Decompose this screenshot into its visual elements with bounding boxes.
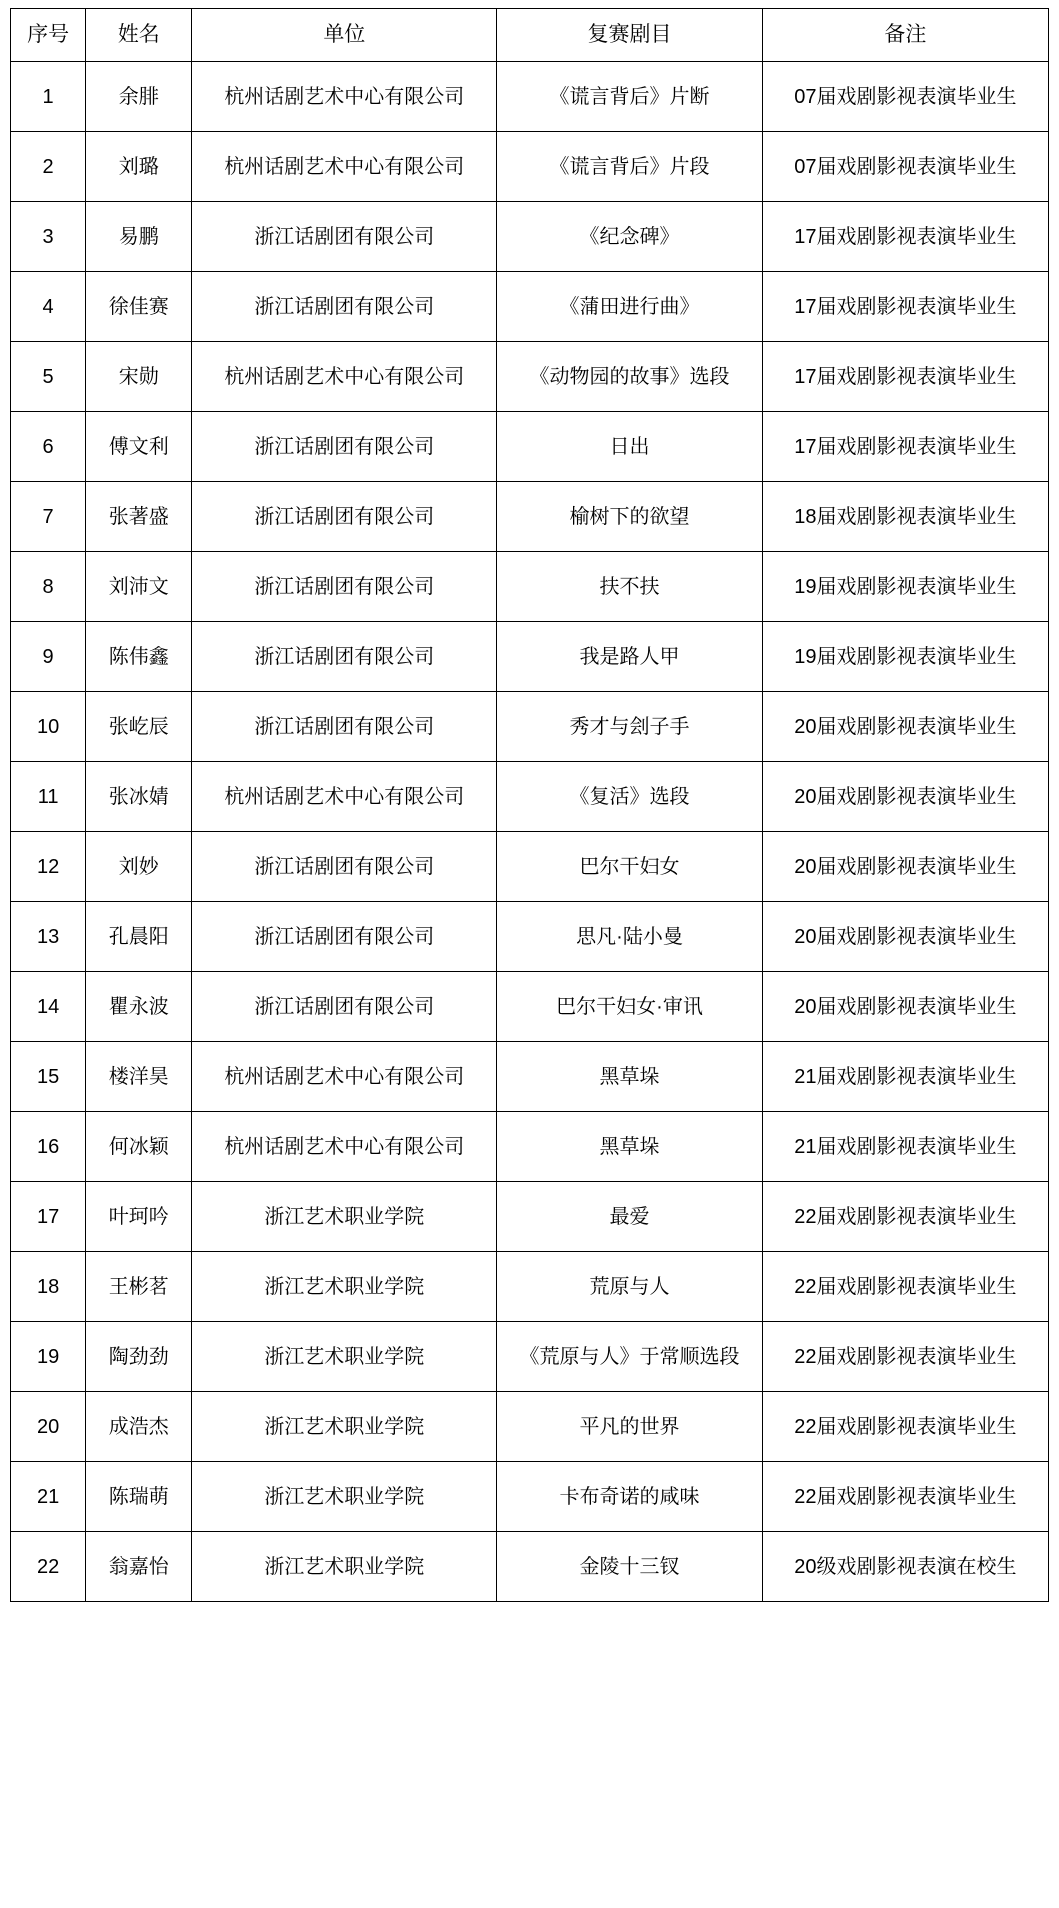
table-row	[11, 342, 1049, 412]
cell-name: 孔晨阳	[86, 902, 192, 972]
cell-name: 刘璐	[86, 132, 192, 202]
table-row	[11, 622, 1049, 692]
cell-unit: 浙江话剧团有限公司	[192, 692, 497, 762]
column-header-unit: 单位	[192, 9, 497, 62]
cell-idx: 15	[11, 1042, 86, 1112]
table-row	[11, 692, 1049, 762]
cell-play: 最爱	[497, 1182, 762, 1252]
cell-play: 《蒲田进行曲》	[497, 272, 762, 342]
cell-idx: 22	[11, 1532, 86, 1602]
cell-name: 瞿永波	[86, 972, 192, 1042]
table-row	[11, 1392, 1049, 1462]
cell-note: 17届戏剧影视表演毕业生	[762, 342, 1048, 412]
table-row	[11, 552, 1049, 622]
cell-unit: 杭州话剧艺术中心有限公司	[192, 132, 497, 202]
cell-note: 21届戏剧影视表演毕业生	[762, 1112, 1048, 1182]
cell-unit: 浙江话剧团有限公司	[192, 972, 497, 1042]
cell-note: 07届戏剧影视表演毕业生	[762, 132, 1048, 202]
table-row	[11, 762, 1049, 832]
cell-note: 21届戏剧影视表演毕业生	[762, 1042, 1048, 1112]
column-header-play: 复赛剧目	[497, 9, 762, 62]
cell-play: 《谎言背后》片断	[497, 62, 762, 132]
table-row	[11, 62, 1049, 132]
cell-name: 成浩杰	[86, 1392, 192, 1462]
cell-name: 陶劲劲	[86, 1322, 192, 1392]
cell-name: 易鹏	[86, 202, 192, 272]
cell-unit: 浙江话剧团有限公司	[192, 202, 497, 272]
cell-note: 22届戏剧影视表演毕业生	[762, 1322, 1048, 1392]
cell-note: 17届戏剧影视表演毕业生	[762, 412, 1048, 482]
cell-play: 《纪念碑》	[497, 202, 762, 272]
cell-play: 金陵十三钗	[497, 1532, 762, 1602]
cell-idx: 10	[11, 692, 86, 762]
cell-name: 余腓	[86, 62, 192, 132]
table-row	[11, 1112, 1049, 1182]
cell-note: 18届戏剧影视表演毕业生	[762, 482, 1048, 552]
table-body	[11, 62, 1049, 1602]
cell-idx: 16	[11, 1112, 86, 1182]
table-header	[11, 9, 1049, 62]
cell-name: 傅文利	[86, 412, 192, 482]
cell-unit: 浙江艺术职业学院	[192, 1392, 497, 1462]
cell-unit: 浙江艺术职业学院	[192, 1462, 497, 1532]
cell-idx: 3	[11, 202, 86, 272]
cell-play: 《动物园的故事》选段	[497, 342, 762, 412]
cell-name: 陈伟鑫	[86, 622, 192, 692]
cell-note: 19届戏剧影视表演毕业生	[762, 622, 1048, 692]
cell-name: 宋勋	[86, 342, 192, 412]
cell-play: 日出	[497, 412, 762, 482]
cell-idx: 18	[11, 1252, 86, 1322]
cell-idx: 19	[11, 1322, 86, 1392]
cell-play: 黑草垛	[497, 1042, 762, 1112]
cell-name: 陈瑞萌	[86, 1462, 192, 1532]
table-row	[11, 1322, 1049, 1392]
cell-play: 扶不扶	[497, 552, 762, 622]
cell-name: 刘妙	[86, 832, 192, 902]
cell-idx: 20	[11, 1392, 86, 1462]
cell-play: 巴尔干妇女	[497, 832, 762, 902]
cell-note: 07届戏剧影视表演毕业生	[762, 62, 1048, 132]
cell-unit: 浙江话剧团有限公司	[192, 272, 497, 342]
table-row	[11, 412, 1049, 482]
cell-unit: 浙江话剧团有限公司	[192, 902, 497, 972]
cell-play: 榆树下的欲望	[497, 482, 762, 552]
table-row	[11, 132, 1049, 202]
table-row	[11, 1532, 1049, 1602]
cell-unit: 杭州话剧艺术中心有限公司	[192, 1112, 497, 1182]
cell-play: 黑草垛	[497, 1112, 762, 1182]
cell-unit: 浙江艺术职业学院	[192, 1322, 497, 1392]
cell-idx: 5	[11, 342, 86, 412]
column-header-note: 备注	[762, 9, 1048, 62]
column-header-name: 姓名	[86, 9, 192, 62]
cell-note: 22届戏剧影视表演毕业生	[762, 1462, 1048, 1532]
cell-note: 20届戏剧影视表演毕业生	[762, 972, 1048, 1042]
cell-note: 20届戏剧影视表演毕业生	[762, 902, 1048, 972]
cell-unit: 杭州话剧艺术中心有限公司	[192, 762, 497, 832]
roster-table	[10, 8, 1049, 1602]
cell-idx: 1	[11, 62, 86, 132]
cell-play: 《谎言背后》片段	[497, 132, 762, 202]
cell-unit: 浙江话剧团有限公司	[192, 412, 497, 482]
cell-unit: 浙江话剧团有限公司	[192, 832, 497, 902]
table-row	[11, 1042, 1049, 1112]
cell-idx: 21	[11, 1462, 86, 1532]
cell-idx: 2	[11, 132, 86, 202]
cell-name: 张屹辰	[86, 692, 192, 762]
cell-name: 何冰颖	[86, 1112, 192, 1182]
cell-name: 王彬茗	[86, 1252, 192, 1322]
column-header-index: 序号	[11, 9, 86, 62]
cell-play: 秀才与刽子手	[497, 692, 762, 762]
cell-note: 19届戏剧影视表演毕业生	[762, 552, 1048, 622]
table-header-row	[11, 9, 1049, 62]
table-row	[11, 482, 1049, 552]
cell-unit: 杭州话剧艺术中心有限公司	[192, 342, 497, 412]
cell-idx: 12	[11, 832, 86, 902]
cell-idx: 8	[11, 552, 86, 622]
cell-idx: 4	[11, 272, 86, 342]
table-row	[11, 202, 1049, 272]
cell-name: 楼洋昊	[86, 1042, 192, 1112]
table-row	[11, 272, 1049, 342]
cell-idx: 14	[11, 972, 86, 1042]
cell-play: 平凡的世界	[497, 1392, 762, 1462]
table-row	[11, 1252, 1049, 1322]
cell-play: 《复活》选段	[497, 762, 762, 832]
cell-note: 22届戏剧影视表演毕业生	[762, 1392, 1048, 1462]
cell-idx: 17	[11, 1182, 86, 1252]
cell-note: 22届戏剧影视表演毕业生	[762, 1182, 1048, 1252]
cell-play: 巴尔干妇女·审讯	[497, 972, 762, 1042]
cell-idx: 13	[11, 902, 86, 972]
cell-unit: 浙江艺术职业学院	[192, 1252, 497, 1322]
table-row	[11, 1182, 1049, 1252]
cell-play: 荒原与人	[497, 1252, 762, 1322]
cell-note: 20级戏剧影视表演在校生	[762, 1532, 1048, 1602]
cell-idx: 11	[11, 762, 86, 832]
cell-unit: 杭州话剧艺术中心有限公司	[192, 1042, 497, 1112]
cell-note: 20届戏剧影视表演毕业生	[762, 832, 1048, 902]
cell-name: 徐佳赛	[86, 272, 192, 342]
cell-unit: 浙江艺术职业学院	[192, 1532, 497, 1602]
cell-unit: 杭州话剧艺术中心有限公司	[192, 62, 497, 132]
cell-idx: 9	[11, 622, 86, 692]
cell-play: 卡布奇诺的咸味	[497, 1462, 762, 1532]
cell-name: 叶珂吟	[86, 1182, 192, 1252]
table-row	[11, 1462, 1049, 1532]
cell-name: 张冰婧	[86, 762, 192, 832]
cell-play: 《荒原与人》于常顺选段	[497, 1322, 762, 1392]
table-row	[11, 902, 1049, 972]
table-row	[11, 832, 1049, 902]
cell-note: 20届戏剧影视表演毕业生	[762, 762, 1048, 832]
cell-note: 20届戏剧影视表演毕业生	[762, 692, 1048, 762]
cell-play: 我是路人甲	[497, 622, 762, 692]
cell-name: 翁嘉怡	[86, 1532, 192, 1602]
cell-unit: 浙江话剧团有限公司	[192, 622, 497, 692]
table-row	[11, 972, 1049, 1042]
cell-note: 17届戏剧影视表演毕业生	[762, 272, 1048, 342]
cell-idx: 6	[11, 412, 86, 482]
cell-note: 17届戏剧影视表演毕业生	[762, 202, 1048, 272]
cell-name: 刘沛文	[86, 552, 192, 622]
cell-unit: 浙江话剧团有限公司	[192, 482, 497, 552]
cell-idx: 7	[11, 482, 86, 552]
cell-play: 思凡·陆小曼	[497, 902, 762, 972]
cell-unit: 浙江艺术职业学院	[192, 1182, 497, 1252]
cell-unit: 浙江话剧团有限公司	[192, 552, 497, 622]
cell-name: 张著盛	[86, 482, 192, 552]
cell-note: 22届戏剧影视表演毕业生	[762, 1252, 1048, 1322]
